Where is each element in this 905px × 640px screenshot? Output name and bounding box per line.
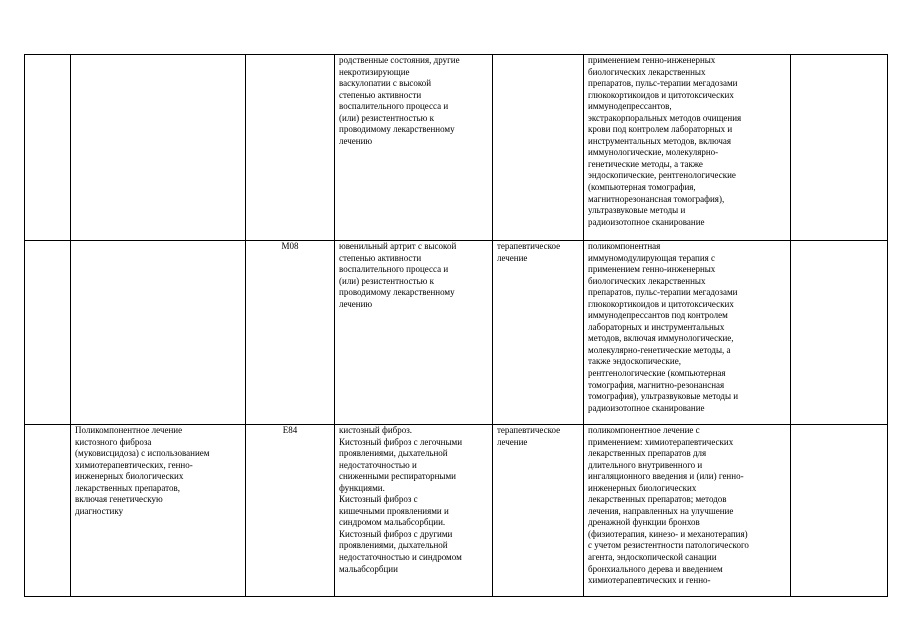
icd-code-cell bbox=[246, 425, 335, 597]
treatment-name-cell bbox=[71, 241, 246, 425]
cell-text-line: диагностику bbox=[75, 505, 124, 516]
cell-text-line: томография, магнитно-резонансная bbox=[588, 379, 725, 390]
treatment-name-cell bbox=[71, 55, 246, 241]
cell-text-line: иммунологические, молекулярно- bbox=[588, 147, 719, 158]
cell-text-line: проявлениями, дыхательной bbox=[339, 448, 448, 459]
cell-text-line: проводимому лекарственному bbox=[339, 287, 455, 298]
cell-text-line: терапевтическое bbox=[497, 425, 561, 435]
cell-text-line: лечения, направленных на улучшение bbox=[588, 505, 734, 516]
cell-text-line: лекарственных препаратов; методов bbox=[588, 494, 727, 505]
patient-model-cell bbox=[335, 241, 493, 425]
cell-text-line: препаратов, пульс-терапии мегадозами bbox=[588, 78, 738, 89]
treatment-method-cell bbox=[584, 425, 791, 597]
cell-text-line: химиотерапевтических и генно- bbox=[588, 575, 711, 586]
cell-text-line: недостаточностью и bbox=[339, 459, 417, 470]
cell-text-line: инженерных биологических bbox=[588, 482, 697, 493]
cell-text-line: (физиотерапия, кинезо- и механотерапия) bbox=[588, 528, 748, 539]
cell-text-line: лекарственных препаратов, bbox=[75, 482, 180, 493]
cell-text-line: лечение bbox=[497, 436, 528, 447]
norm-cost-cell bbox=[791, 241, 888, 425]
cell-text-line: экстракорпоральных методов очищения bbox=[588, 112, 742, 123]
cell-text-line: проводимому лекарственному bbox=[339, 124, 455, 135]
cell-text-line: рентгенологические (компьютерная bbox=[588, 368, 726, 379]
cell-text-line: кистозного фиброза bbox=[75, 436, 152, 447]
cell-text-line: препаратов, пульс-терапии мегадозами bbox=[588, 287, 738, 298]
cell-text-line: воспалительного процесса и bbox=[339, 101, 449, 112]
treatment-type-cell bbox=[493, 55, 584, 241]
cell-text-line: включая генетическую bbox=[75, 494, 163, 505]
cell-text-line: магнитнорезонансная томография), bbox=[588, 193, 725, 204]
cell-text-line: кистозный фиброз. bbox=[339, 425, 413, 435]
treatment-name-cell bbox=[71, 425, 246, 597]
cell-text-line: дренажной функции бронхов bbox=[588, 517, 700, 528]
cell-text-line: недостаточностью и синдромом bbox=[339, 552, 462, 563]
cell-text-line: длительного внутривенного и bbox=[588, 459, 703, 470]
cell-text-line: иммуномодулирующая терапия с bbox=[588, 252, 716, 263]
cell-text-line: иммунодепрессантов под контролем bbox=[588, 310, 728, 321]
cell-text-line: методов, включая иммунологические, bbox=[588, 333, 734, 344]
table-row bbox=[25, 425, 888, 597]
cell-text-line: глюкокортикоидов и цитотоксических bbox=[588, 298, 734, 309]
cell-text-line: терапевтическое bbox=[497, 241, 561, 251]
cell-text-line: лекарственных препаратов для bbox=[588, 448, 707, 459]
cell-text-line: степенью активности bbox=[339, 252, 422, 263]
cell-text-line: инженерных биологических bbox=[75, 471, 184, 482]
patient-model-cell bbox=[335, 425, 493, 597]
cell-text-line: ювенильный артрит с высокой bbox=[339, 241, 457, 251]
cell-text-line: ультразвуковые методы и bbox=[588, 205, 686, 216]
cell-text-line: молекулярно-генетические методы, а bbox=[588, 344, 731, 355]
cell-text-line: лечению bbox=[339, 135, 373, 146]
cell-text-line: генетические методы, а также bbox=[588, 158, 703, 169]
cell-text-line: степенью активности bbox=[339, 89, 422, 100]
norm-cost-cell bbox=[791, 425, 888, 597]
cell-text-line: поликомпонентное лечение с bbox=[588, 425, 700, 435]
cell-text-line: некротизирующие bbox=[339, 66, 410, 77]
cell-text-line: инструментальных методов, включая bbox=[588, 135, 731, 146]
cell-text-line: химиотерапевтических, генно- bbox=[75, 459, 193, 470]
cell-text-line: эндоскопические, рентгенологические bbox=[588, 170, 736, 181]
cell-text-line: поликомпонентная bbox=[588, 241, 661, 251]
cell-text-line: с учетом резистентности патологического bbox=[588, 540, 749, 551]
cell-text-line: Поликомпонентное лечение bbox=[75, 425, 183, 435]
cell-text-line: кишечными проявлениями и bbox=[339, 505, 449, 516]
cell-text-line: томография), ультразвуковые методы и bbox=[588, 391, 739, 402]
table-row bbox=[25, 241, 888, 425]
treatment-type-cell bbox=[493, 425, 584, 597]
cell-text-line: (или) резистентностью к bbox=[339, 112, 434, 123]
cell-text-line: иммунодепрессантов, bbox=[588, 101, 672, 112]
cell-text-line: радиоизотопное сканирование bbox=[588, 402, 705, 413]
cell-text-line: мальабсорбции bbox=[339, 563, 398, 574]
cell-text-line: биологических лекарственных bbox=[588, 275, 706, 286]
cell-text-line: лечение bbox=[497, 252, 528, 263]
row-number-cell bbox=[25, 425, 71, 597]
cell-text-line: Кистозный фиброз с другими bbox=[339, 528, 453, 539]
cell-text-line: сниженными респираторными bbox=[339, 471, 456, 482]
cell-text-line: проявлениями, дыхательной bbox=[339, 540, 448, 551]
cell-text-line: ингаляционного введения и (или) генно- bbox=[588, 471, 744, 482]
cell-text-line: лечению bbox=[339, 298, 373, 309]
cell-text-line: радиоизотопное сканирование bbox=[588, 216, 705, 227]
table-row bbox=[25, 55, 888, 241]
row-number-cell bbox=[25, 55, 71, 241]
cell-text-line: Кистозный фиброз с легочными bbox=[339, 436, 463, 447]
cell-text-line: родственные состояния, другие bbox=[339, 55, 460, 65]
patient-model-cell bbox=[335, 55, 493, 241]
cell-text-line: лабораторных и инструментальных bbox=[588, 321, 725, 332]
cell-text-line: синдромом мальабсорбции. bbox=[339, 517, 446, 528]
cell-text-line: применением генно-инженерных bbox=[588, 55, 716, 65]
norm-cost-cell bbox=[791, 55, 888, 241]
cell-text-line: (или) резистентностью к bbox=[339, 275, 434, 286]
cell-text: M08 bbox=[281, 241, 299, 251]
cell-text-line: применением: химиотерапевтических bbox=[588, 436, 734, 447]
treatment-method-cell bbox=[584, 55, 791, 241]
cell-text-line: васкулопатии с высокой bbox=[339, 78, 432, 89]
icd-code-cell bbox=[246, 241, 335, 425]
treatment-method-cell bbox=[584, 241, 791, 425]
cell-text-line: воспалительного процесса и bbox=[339, 264, 449, 275]
cell-text-line: (муковисцидоза) с использованием bbox=[75, 448, 210, 459]
cell-text-line: Кистозный фиброз с bbox=[339, 494, 418, 505]
cell-text-line: крови под контролем лабораторных и bbox=[588, 124, 733, 135]
treatment-type-cell bbox=[493, 241, 584, 425]
row-number-cell bbox=[25, 241, 71, 425]
cell-text-line: (компьютерная томография, bbox=[588, 182, 696, 193]
icd-code-cell bbox=[246, 55, 335, 241]
cell-text-line: глюкокортикоидов и цитотоксических bbox=[588, 89, 734, 100]
cell-text-line: бронхиального дерева и введением bbox=[588, 563, 723, 574]
cell-text-line: биологических лекарственных bbox=[588, 66, 706, 77]
medical-care-table bbox=[24, 54, 888, 597]
cell-text-line: также эндоскопические, bbox=[588, 356, 681, 367]
cell-text-line: применением генно-инженерных bbox=[588, 264, 716, 275]
cell-text-line: функциями. bbox=[339, 482, 385, 493]
cell-text: E84 bbox=[282, 425, 298, 435]
cell-text-line: агента, эндоскопической санации bbox=[588, 552, 717, 563]
